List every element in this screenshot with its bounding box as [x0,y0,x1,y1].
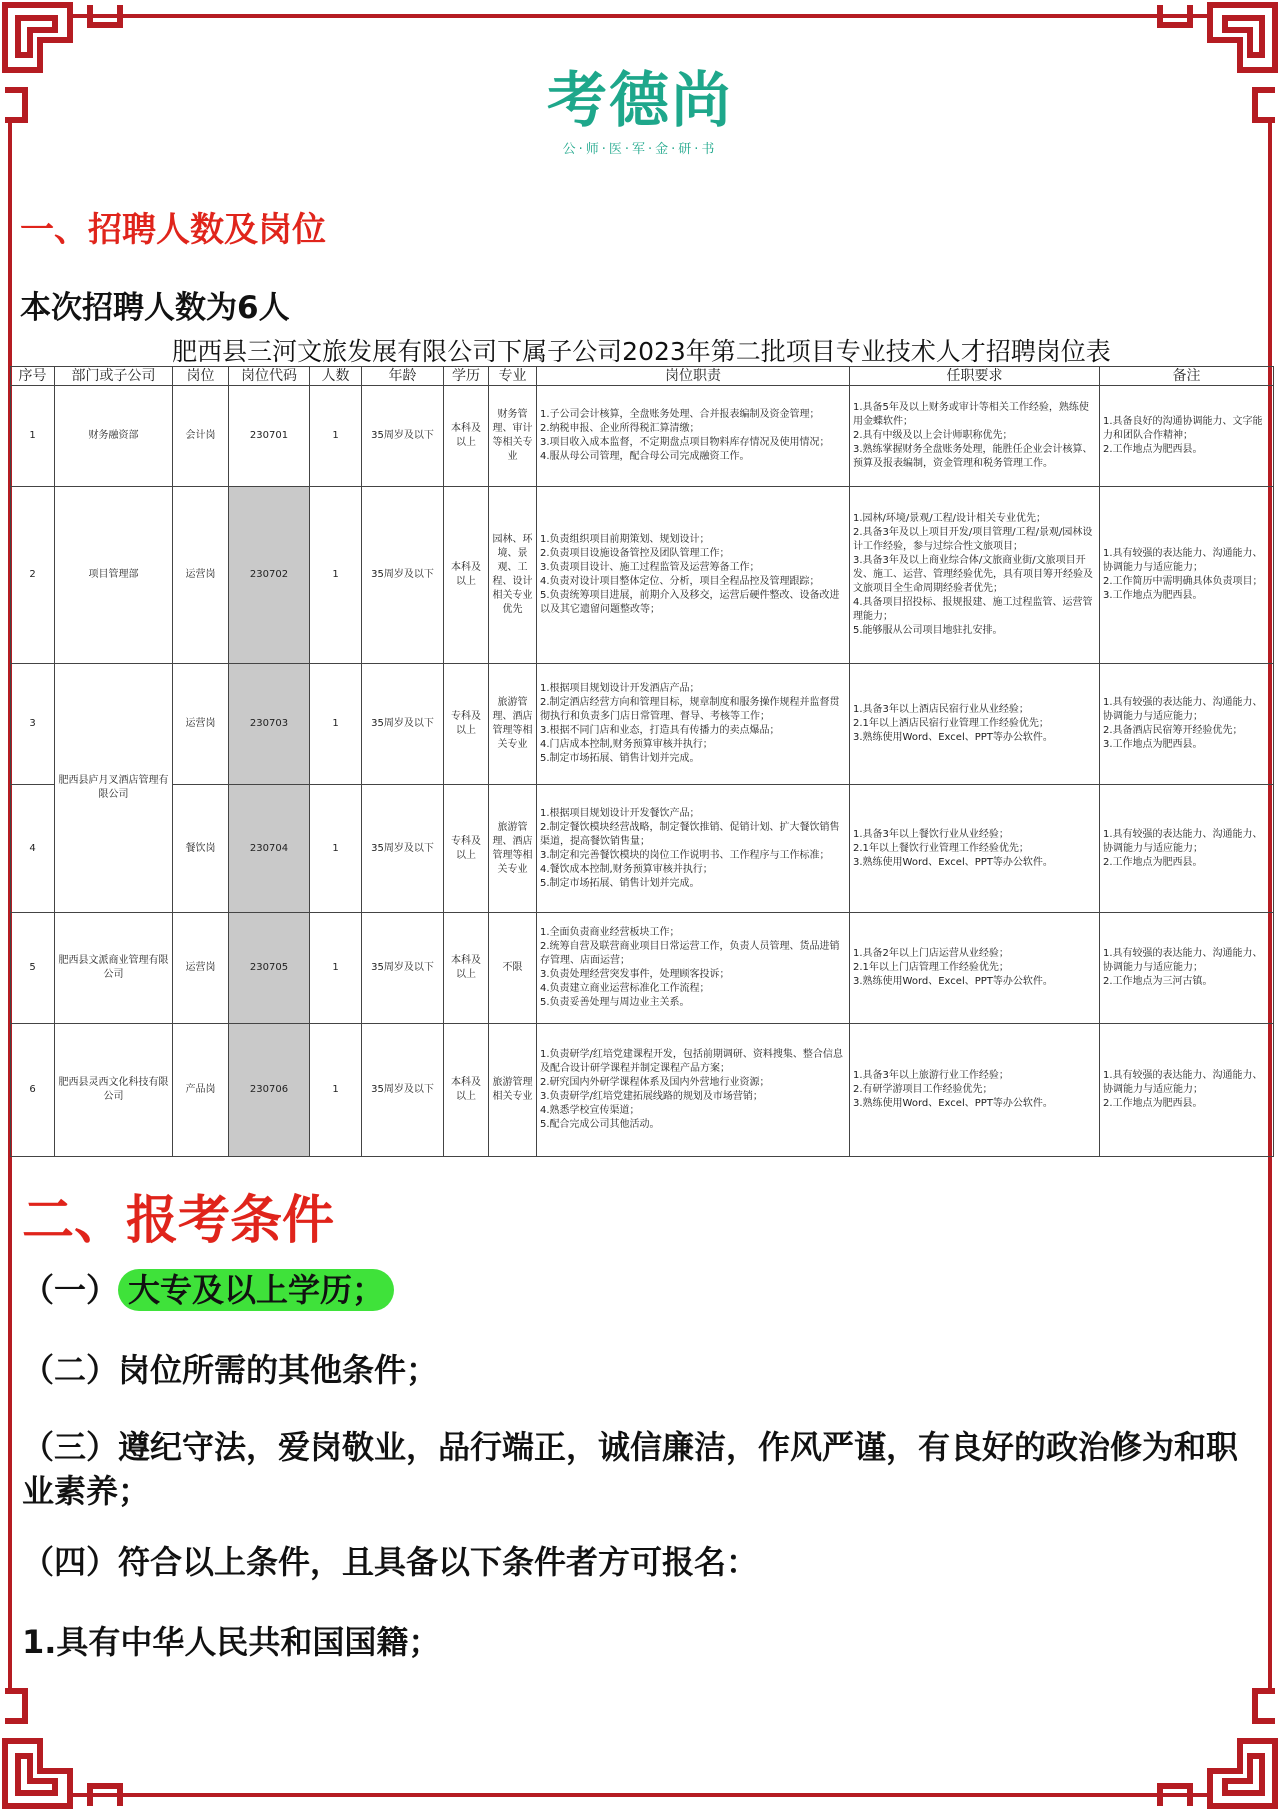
condition-1-highlight: 大专及以上学历； [118,1269,394,1311]
cell-code: 230701 [229,386,310,487]
table-row [11,664,1274,785]
header-post: 岗位 [173,367,229,386]
cell-edu: 专科及以上 [444,785,489,913]
table-header-row [11,367,1274,386]
cell-duties: 1.根据项目规划设计开发酒店产品； 2.制定酒店经营方向和管理目标，规章制度和服务操作规程并监督贯彻执行和负责多门店日常管理、督导、考核等工作； 3.根据不同门店和业态，打造具有传播力的卖点爆品； 4.门店成本控制,财务预算审核并执行； 5.制定市场拓展、销售计划并完成。 [537,664,850,785]
cell-duties: 1.负责研学/红培党建课程开发，包括前期调研、资料搜集、整合信息及配合设计研学课程并制定课程产品方案； 2.研究国内外研学课程体系及国内外营地行业资源； 3.负责研学/红培党建拓展线路的规划及市场营销； 4.熟悉学校宣传渠道； 5.配合完成公司其他活动。 [537,1024,850,1157]
cell-code: 230703 [229,664,310,785]
cell-dept: 肥西县文派商业管理有限公司 [55,913,173,1024]
cell-age: 35周岁及以下 [362,386,444,487]
cell-duties: 1.负责组织项目前期策划、规划设计； 2.负责项目设施设备管控及团队管理工作； 3.负责项目设计、施工过程监管及运营筹备工作； 4.负责对设计项目整体定位、分析，项目全程品控及管理跟踪； 5.负责统筹项目进展，前期介入及移交，运营后硬件整改、设备改进以及其它遗留问题整改等； [537,487,850,664]
table-row [11,1024,1274,1157]
cell-edu: 本科及以上 [444,487,489,664]
cell-count: 1 [310,386,362,487]
header-count: 人数 [310,367,362,386]
cell-count: 1 [310,487,362,664]
cell-count: 1 [310,913,362,1024]
cell-reqs: 1.具备2年以上门店运营从业经验； 2.1年以上门店管理工作经验优先； 3.熟练使用Word、Excel、PPT等办公软件。 [850,913,1100,1024]
condition-item-1: 1.具有中华人民共和国国籍； [22,1623,441,1661]
cell-edu: 本科及以上 [444,913,489,1024]
cell-notes: 1.具有较强的表达能力、沟通能力、协调能力与适应能力； 2.工作简历中需明确具体负责项目； 3.工作地点为肥西县。 [1100,487,1274,664]
section2-heading: 二、报考条件 [22,1191,335,1251]
cell-dept: 肥西县庐月叉酒店管理有限公司 [55,664,173,913]
cell-reqs: 1.园林/环境/景观/工程/设计相关专业优先； 2.具备3年及以上项目开发/项目管理/工程/景观/园林设计工作经验，参与过综合性文旅项目； 3.具备3年及以上商业综合体/文旅商业街/文旅项目开发、施工、运营、管理经验优先，具有项目筹开经验及文旅项目全生命周期经验者优先； 4.具备项目招投标、报规报建、施工过程监管、运营管理能力； 5.能够服从公司项目地驻扎安排。 [850,487,1100,664]
cell-reqs: 1.具备3年以上旅游行业工作经验； 2.有研学游项目工作经验优先； 3.熟练使用Word、Excel、PPT等办公软件。 [850,1024,1100,1157]
cell-code: 230706 [229,1024,310,1157]
cell-no: 1 [11,386,55,487]
logo-subtitle: 公·师·医·军·金·研·书 [562,142,718,157]
condition-4: （四）符合以上条件，且具备以下条件者方可报名： [22,1543,759,1581]
cell-code: 230705 [229,913,310,1024]
table-row [11,386,1274,487]
cell-post: 餐饮岗 [173,785,229,913]
table-row [11,487,1274,664]
header-dept: 部门或子公司 [55,367,173,386]
cell-dept: 财务融资部 [55,386,173,487]
cell-edu: 专科及以上 [444,664,489,785]
header-duties: 岗位职责 [537,367,850,386]
cell-edu: 本科及以上 [444,386,489,487]
cell-major: 旅游管理、酒店管理等相关专业 [489,785,537,913]
cell-no: 6 [11,1024,55,1157]
cell-duties: 1.全面负责商业经营板块工作； 2.统筹自营及联营商业项目日常运营工作，负责人员管理、货品进销存管理、店面运营； 3.负责处理经营突发事件，处理顾客投诉； 4.负责建立商业运营标准化工作流程； 5.负责妥善处理与周边业主关系。 [537,913,850,1024]
logo-title: 考德尚 [547,66,733,136]
cell-reqs: 1.具备5年及以上财务或审计等相关工作经验，熟练使用金蝶软件； 2.具有中级及以上会计师职称优先； 3.熟练掌握财务全盘账务处理，能胜任企业会计核算、预算及报表编制，资金管理和税务管理工作。 [850,386,1100,487]
cell-major: 旅游管理相关专业 [489,1024,537,1157]
cell-notes: 1.具有较强的表达能力、沟通能力、协调能力与适应能力； 2.工作地点为三河古镇。 [1100,913,1274,1024]
cell-no: 5 [11,913,55,1024]
cell-major: 园林、环境、景观、工程、设计相关专业优先 [489,487,537,664]
cell-no: 2 [11,487,55,664]
condition-2: （二）岗位所需的其他条件； [22,1351,439,1389]
cell-count: 1 [310,785,362,913]
cell-count: 1 [310,1024,362,1157]
cell-reqs: 1.具备3年以上酒店民宿行业从业经验； 2.1年以上酒店民宿行业管理工作经验优先； 3.熟练使用Word、Excel、PPT等办公软件。 [850,664,1100,785]
table-row [11,785,1274,913]
cell-age: 35周岁及以下 [362,487,444,664]
condition-3: （三）遵纪守法，爱岗敬业，品行端正，诚信廉洁，作风严谨，有良好的政治修为和职业素养； [22,1428,1239,1510]
header-edu: 学历 [444,367,489,386]
cell-edu: 本科及以上 [444,1024,489,1157]
recruit-count-summary: 本次招聘人数为6人 [20,290,290,326]
cell-post: 会计岗 [173,386,229,487]
cell-post: 产品岗 [173,1024,229,1157]
cell-age: 35周岁及以下 [362,785,444,913]
header-major: 专业 [489,367,537,386]
header-code: 岗位代码 [229,367,310,386]
cell-code: 230704 [229,785,310,913]
cell-count: 1 [310,664,362,785]
section1-heading: 一、招聘人数及岗位 [20,210,326,250]
condition-1-prefix: （一） [22,1271,119,1309]
cell-post: 运营岗 [173,664,229,785]
cell-age: 35周岁及以下 [362,664,444,785]
cell-notes: 1.具有较强的表达能力、沟通能力、协调能力与适应能力； 2.工作地点为肥西县。 [1100,785,1274,913]
cell-post: 运营岗 [173,487,229,664]
cell-age: 35周岁及以下 [362,1024,444,1157]
table-title: 肥西县三河文旅发展有限公司下属子公司2023年第二批项目专业技术人才招聘岗位表 [172,337,1111,366]
brand-logo [540,66,740,157]
recruitment-table [10,366,1274,1157]
cell-dept: 肥西县灵西文化科技有限公司 [55,1024,173,1157]
cell-code: 230702 [229,487,310,664]
cell-notes: 1.具备良好的沟通协调能力、文字能力和团队合作精神； 2.工作地点为肥西县。 [1100,386,1274,487]
cell-major: 旅游管理、酒店管理等相关专业 [489,664,537,785]
header-reqs: 任职要求 [850,367,1100,386]
cell-duties: 1.根据项目规划设计开发餐饮产品； 2.制定餐饮模块经营战略，制定餐饮推销、促销计划、扩大餐饮销售渠道，提高餐饮销售量； 3.制定和完善餐饮模块的岗位工作说明书、工作程序与工作标准； 4.餐饮成本控制,财务预算审核并执行； 5.制定市场拓展、销售计划并完成。 [537,785,850,913]
cell-major: 财务管理、审计等相关专业 [489,386,537,487]
table-row [11,913,1274,1024]
cell-notes: 1.具有较强的表达能力、沟通能力、协调能力与适应能力； 2.工作地点为肥西县。 [1100,1024,1274,1157]
cell-notes: 1.具有较强的表达能力、沟通能力、协调能力与适应能力； 2.具备酒店民宿筹开经验优先； 3.工作地点为肥西县。 [1100,664,1274,785]
header-age: 年龄 [362,367,444,386]
cell-duties: 1.子公司会计核算，全盘账务处理、合并报表编制及资金管理； 2.纳税申报、企业所得税汇算清缴； 3.项目收入成本监督，不定期盘点项目物料库存情况及使用情况； 4.服从母公司管理，配合母公司完成融资工作。 [537,386,850,487]
cell-dept: 项目管理部 [55,487,173,664]
cell-age: 35周岁及以下 [362,913,444,1024]
condition-1 [22,1268,394,1312]
header-no: 序号 [11,367,55,386]
cell-no: 4 [11,785,55,913]
header-notes: 备注 [1100,367,1274,386]
cell-no: 3 [11,664,55,785]
cell-major: 不限 [489,913,537,1024]
cell-reqs: 1.具备3年以上餐饮行业从业经验； 2.1年以上餐饮行业管理工作经验优先； 3.熟练使用Word、Excel、PPT等办公软件。 [850,785,1100,913]
cell-post: 运营岗 [173,913,229,1024]
